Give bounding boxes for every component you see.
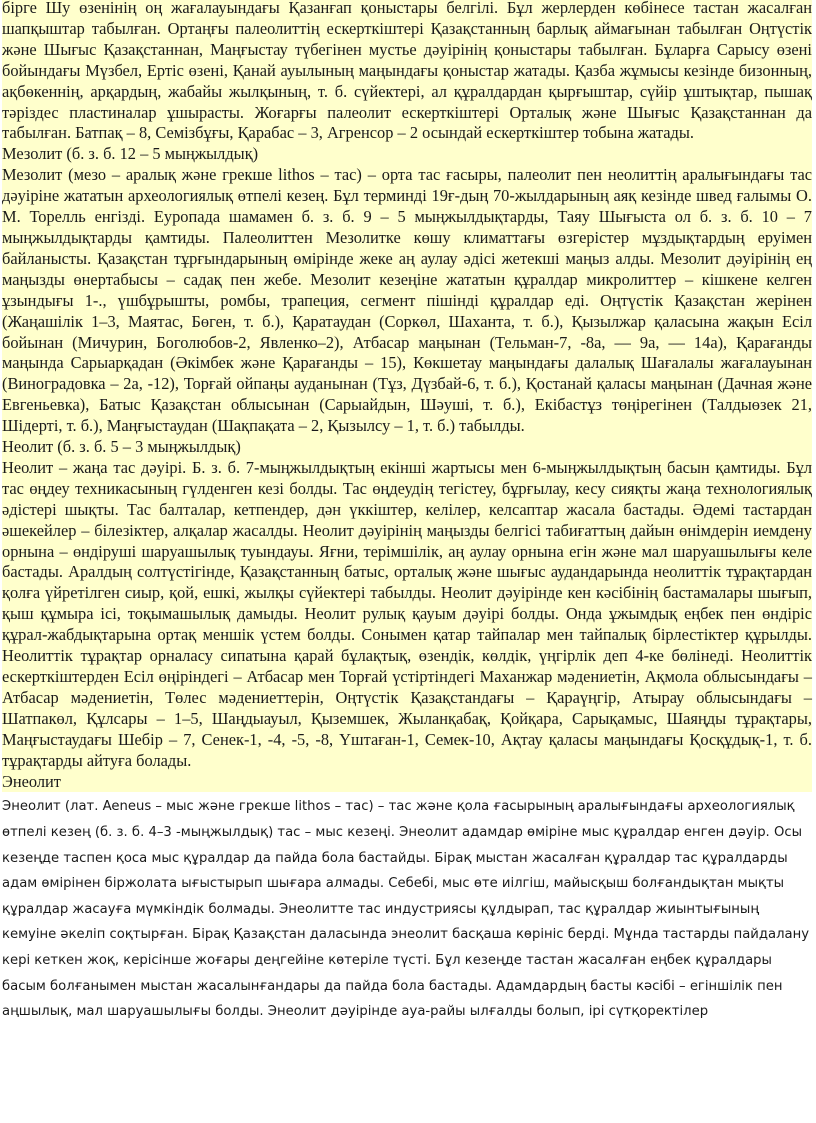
heading-eneolith: Энеолит xyxy=(2,771,61,791)
paragraph-paleolith-sites: бірге Шу өзенінің оң жағалауындағы Қазанғап қоныстары белгілі. Бұл жерлерден көбінесе тастан жасалған шапқыштар табылған. Ортаңғы палеолиттің ескерткіштері Қазақстанның барлық аймағынан табылған Оңтүстік және Шығыс Қазақстаннан, Маңғыстау түбегінен мустье дәуірінің қоныстары табылған. Бұларға Сарысу өзені бойындағы Мүзбел, Ертіс өзені, Қанай ауылының маңындағы қоныстар жатады. Қазба жұмысы кезінде бизонның, ақбөкеннің, арқардың, жабайы жылқының, т. б. сүйектері, ал құралдардан қырғыштар, сүйір ұштықтар, пышақ тәріздес пластиналар ұшырасты. Жоғарғы палеолит ескерткіштері Орталық және Шығыс Қазақстаннан да табылған. Батпақ – 8, Семізбұғы, Қарабас – 3, Агренсор – 2 осындай ескерткіштер тобына жатады. xyxy=(2,0,812,143)
highlighted-section xyxy=(2,0,812,792)
heading-mesolith: Мезолит (б. з. б. 12 – 5 мыңжылдық) xyxy=(2,144,259,164)
paragraph-eneolith: Энеолит (лат. Aeneus – мыс және грекше lithos – тас) – тас және қола ғасырының аралығындағы археологиялық өтпелі кезең (б. з. б. 4–3 -мыңжылдық) тас – мыс кезеңі. Энеолит адамдар өміріне мыс құралдар енген дәуір. Осы кезеңде таспен қоса мыс құралдар да пайда бола бастайды. Бірақ мыстан жасалған құралдар тас құралдарды адам өмірінен біржолата ығыстырып шығара алмады. Себебі, мыс өте иілгіш, майысқыш болғандықтан мықты құралдар жасауға мүмкіндік болмады. Энеолитте тас индустриясы құлдырап, тас құралдар жиынтығының кемуіне әкеліп соқтырған. Бірақ Қазақстан даласында энеолит басқаша көрініс берді. Мұнда тастарды пайдалану кері кеткен жоқ, керісінше жоғары деңгейіне көтеріле түсті. Бұл кезеңде тастан жасалған еңбек құралдары басым болғанымен мыстан жасалынғандары да пайда бола бастады. Адамдардың басты кәсібі – егіншілік пен аңшылық, мал шаруашылығы болды. Энеолит дәуірінде ауа-райы ылғалды болып, ірі сүтқоректілер xyxy=(2,799,810,1020)
heading-neolith: Неолит (б. з. б. 5 – 3 мыңжылдық) xyxy=(2,437,241,457)
paragraph-mesolith: Мезолит (мезо – аралық және грекше lithos – тас) – орта тас ғасыры, палеолит пен неолиттің аралығындағы тас дәуіріне жататын археологиялық өтпелі кезең. Бұл терминді 19ғ-дың 70-жылдарының аяқ кезінде швед ғалымы О. М. Торелль енгізді. Еуропада шамамен б. з. б. 9 – 5 мыңжылдықтарды, Таяу Шығыста ол б. з. б. 10 – 7 мыңжылдықтарды қамтиды. Палеолиттен Мезолитке көшу климаттағы өзгерістер мұздықтардың еруімен байланысты. Қазақстан тұрғындарының өмірінде жеке аң аулау әдісі жетекші маңыз алды. Мезолит дәуірінің ең маңызды өнертабысы – садақ пен жебе. Мезолит кезеңіне жататын құралдар микролиттер – кішкене келген ұзындығы 1-., үшбұрышты, ромбы, трапеция, сегмент пішінді құралдар еді. Оңтүстік Қазақстан жерінен (Жаңашілік 1–3, Маятас, Бөген, т. б.), Қаратаудан (Соркөл, Шаханта, т. б.), Қызылжар қаласына жақын Есіл бойынан (Мичурин, Боголюбов-2, Явленко–2), Атбасар маңынан (Тельман-7, -8а, — 9а, — 14а), Қарағанды маңында Сарыарқадан (Әкімбек және Қарағанды – 15), Көкшетау маңындағы далалық Шағалалы жағалауынан (Виноградовка – 2а, -12), Торғай ойпаңы ауданынан (Тұз, Дүзбай-6, т. б.), Қостанай қаласы маңынан (Дачная және Евгеньевка), Батыс Қазақстан облысынан (Сарыайдын, Шәуші, т. б.), Екібастұз төңірегінен (Талдыөзек 21, Шідерті, т. б.), Маңғыстаудан (Шақпақата – 2, Қызылсу – 1, т. б.) табылды. xyxy=(2,165,812,436)
paragraph-neolith: Неолит – жаңа тас дәуірі. Б. з. б. 7-мыңжылдықтың екінші жартысы мен 6-мыңжылдықтың басын қамтиды. Бұл тас өңдеу техникасының гүлденген кезі болды. Тас өңдеудің тегістеу, бұрғылау, кесу сияқты жаңа технологиялық әдістері шықты. Тас балталар, кетпендер, дән үккіштер, келілер, келсаптар жасала бастады. Әдемі тастардан әшекейлер – білезіктер, алқалар жасалды. Неолит дәуірінің маңызды белгісі табиғаттың дайын өнімдерін иемдену орнына – өндіруші шаруашылық туындауы. Яғни, терімшілік, аң аулау орнына егін және мал шаруашылығы келе бастады. Аралдың солтүстігінде, Қазақстанның батыс, орталық және шығыс аудандарында неолиттік тұрақтардан қолға үйретілген сиыр, қой, ешкі, жылқы сүйектері табылды. Неолит дәуірінде кен кәсібінің бастамалары шығып, қыш құмыра ісі, тоқымашылық дамыды. Неолит рулық қауым дәуірі болды. Онда ұжымдық еңбек пен өндіріс құрал-жабдықтарына ортақ меншік үстем болды. Сонымен қатар тайпалар мен тайпалық бірлестіктер құрылды. Неолиттік тұрақтар орналасу сипатына қарай бұлақтық, өзендік, көлдік, үңгірлік деп 4-ке бөлінеді. Неолиттік ескерткіштерден Есіл өңіріндегі – Атбасар мен Торғай үстіртіндегі Маханжар мәдениетін, Ақмола облысындағы – Атбасар мәдениетін, Төлес мәдениеттерін, Оңтүстік Қазақстандағы – Қараүңгір, Атырау облысындағы – Шатпакөл, Құлсары – 1–5, Шаңдыауыл, Қыземшек, Жыланқабақ, Қойқара, Сарықамыс, Шаяңды тұрақтары, Маңғыстаудағы Шебір – 7, Сенек-1, -4, -5, -8, Үштаған-1, Семек-10, Ақтау қаласы маңындағы Қосқұдық-1, т. б. тұрақтарды айтуға болады. xyxy=(2,457,812,770)
